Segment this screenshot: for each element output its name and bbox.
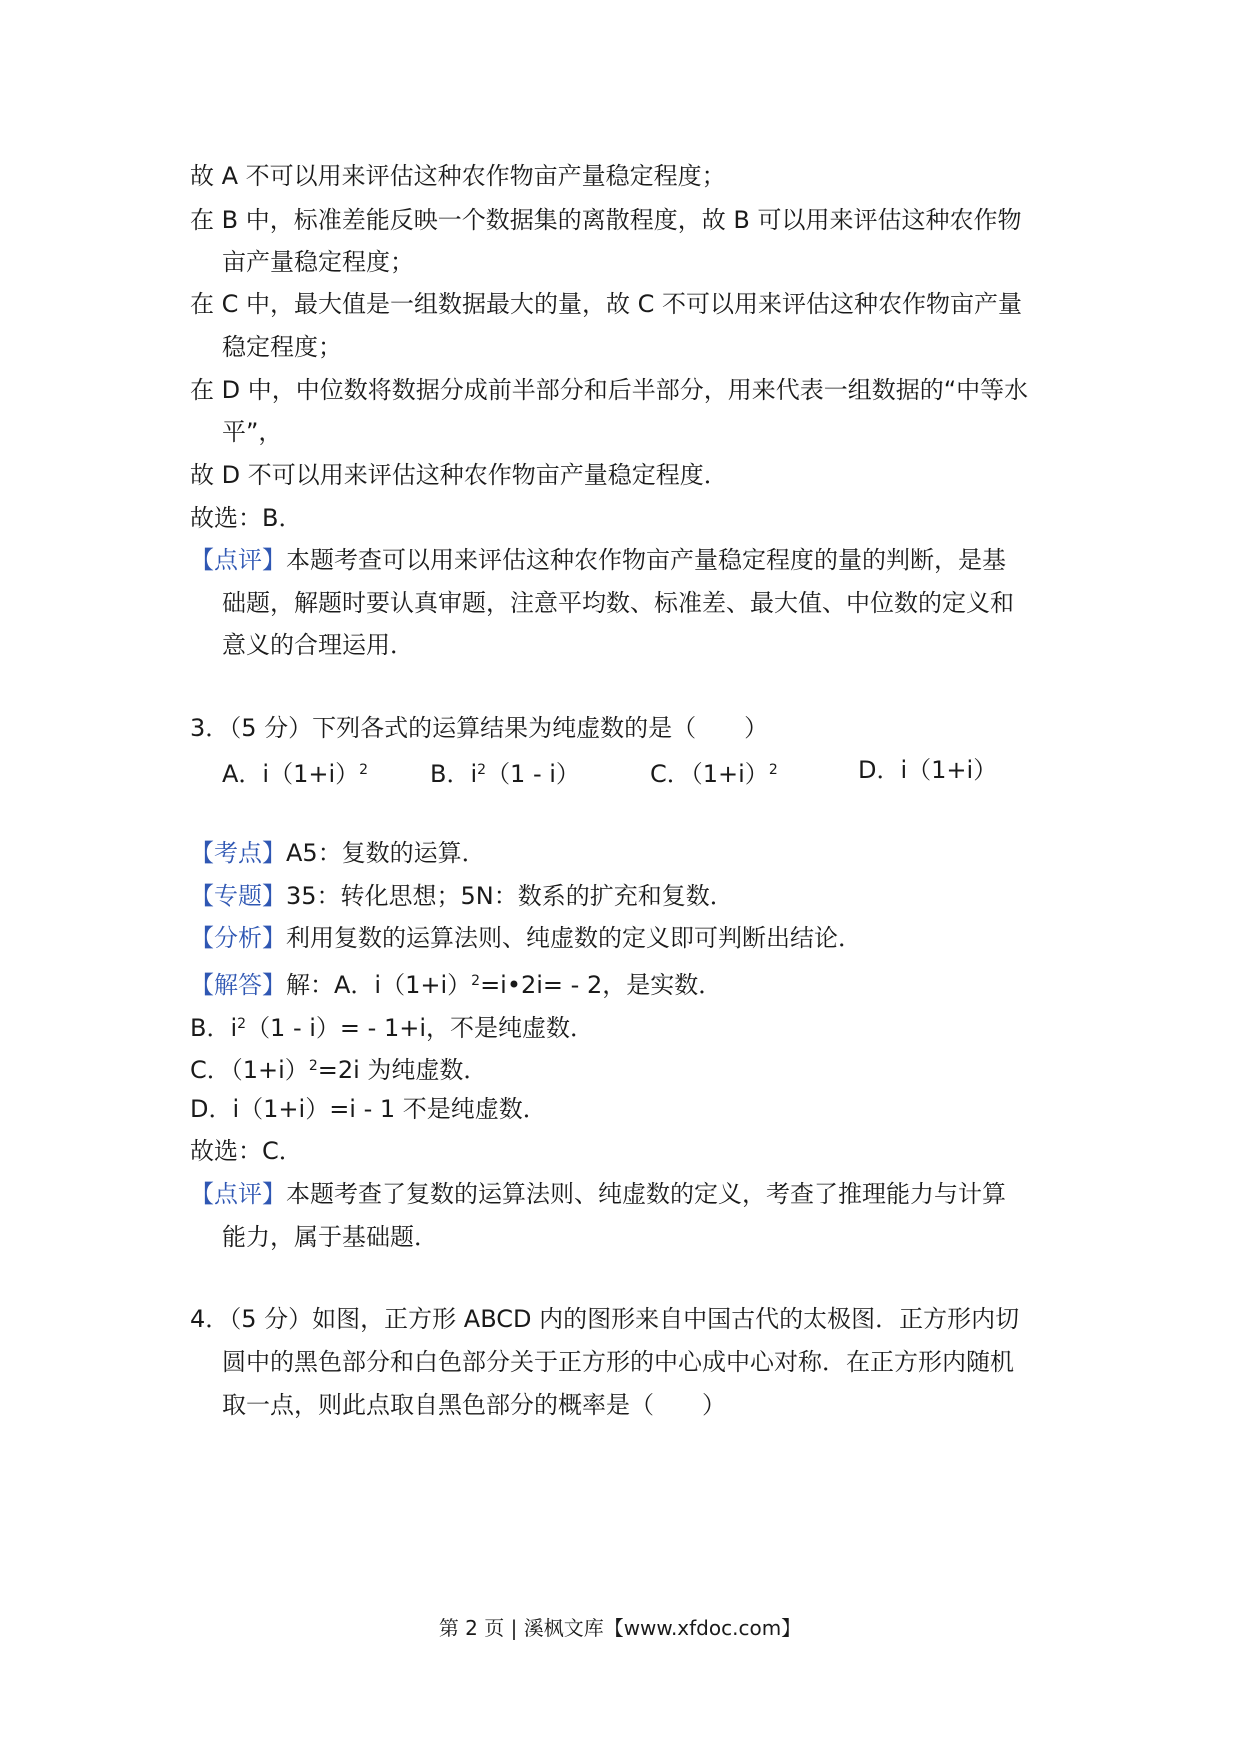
comment-tag: 【点评】	[190, 546, 286, 574]
superscript: 2	[477, 762, 487, 778]
comment-line: 意义的合理运用．	[222, 631, 414, 659]
answer-line: 故选：C．	[190, 1137, 303, 1165]
comment-text: 本题考查可以用来评估这种农作物亩产量稳定程度的量的判断，是基	[286, 546, 1006, 574]
question-stem: 3．（5 分）下列各式的运算结果为纯虚数的是（ ）	[190, 714, 769, 742]
kaodian-text: A5：复数的运算．	[286, 839, 486, 867]
solution-line: 故 A 不可以用来评估这种农作物亩产量稳定程度；	[190, 162, 726, 190]
question-stem: 圆中的黑色部分和白色部分关于正方形的中心成中心对称．在正方形内随机	[222, 1348, 1014, 1376]
solution-line: 平”，	[222, 418, 283, 446]
solution-line: 在 B 中，标准差能反映一个数据集的离散程度，故 B 可以用来评估这种农作物	[190, 206, 1022, 234]
option-a	[222, 754, 368, 790]
jieda-line	[190, 965, 722, 1001]
comment-tag: 【点评】	[190, 1180, 286, 1208]
solution-text: B．i	[190, 1014, 238, 1042]
solution-line: 亩产量稳定程度；	[222, 248, 414, 276]
answer-line: 故选：B．	[190, 504, 303, 532]
zhuanti-line	[190, 880, 734, 912]
fenxi-line	[190, 922, 862, 954]
zhuanti-tag: 【专题】	[190, 882, 286, 910]
solution-line	[190, 1008, 594, 1044]
solution-line: 在 C 中，最大值是一组数据最大的量，故 C 不可以用来评估这种农作物亩产量	[190, 290, 1023, 318]
solution-text: =2i 为纯虚数．	[317, 1056, 488, 1084]
kaodian-line	[190, 837, 486, 869]
option-a-text: A．i（1+i）	[222, 760, 360, 788]
jieda-text: =i•2i= - 2，是实数．	[480, 971, 723, 999]
option-b-text: （1 - i）	[486, 760, 580, 788]
solution-line: 故 D 不可以用来评估这种农作物亩产量稳定程度．	[190, 461, 728, 489]
solution-text: C．（1+i）	[190, 1056, 309, 1084]
option-c	[650, 754, 778, 790]
question-stem: 取一点，则此点取自黑色部分的概率是（ ）	[222, 1391, 726, 1419]
solution-line: D．i（1+i）=i - 1 不是纯虚数．	[190, 1095, 547, 1123]
fenxi-text: 利用复数的运算法则、纯虚数的定义即可判断出结论．	[286, 924, 862, 952]
superscript: 2	[471, 973, 481, 989]
solution-line: 在 D 中，中位数将数据分成前半部分和后半部分，用来代表一组数据的“中等水	[190, 376, 1029, 404]
comment-text: 本题考查了复数的运算法则、纯虚数的定义，考查了推理能力与计算	[286, 1180, 1006, 1208]
solution-text: （1 - i）= - 1+i，不是纯虚数．	[246, 1014, 594, 1042]
option-d	[858, 754, 997, 786]
superscript: 2	[359, 762, 369, 778]
zhuanti-text: 35：转化思想；5N：数系的扩充和复数．	[286, 882, 734, 910]
superscript: 2	[768, 762, 778, 778]
superscript: 2	[237, 1016, 247, 1032]
page-footer: 第 2 页 | 溪枫文库【www.xfdoc.com】	[438, 1616, 802, 1640]
option-b-text: B．i	[430, 760, 478, 788]
option-c-text: C．（1+i）	[650, 760, 769, 788]
question-stem: 4．（5 分）如图，正方形 ABCD 内的图形来自中国古代的太极图．正方形内切	[190, 1305, 1020, 1333]
comment-line	[190, 544, 1006, 576]
fenxi-tag: 【分析】	[190, 924, 286, 952]
option-b	[430, 754, 580, 790]
jieda-tag: 【解答】	[190, 971, 286, 999]
option-d-text: D．i（1+i）	[858, 756, 998, 784]
comment-line: 础题，解题时要认真审题，注意平均数、标准差、最大值、中位数的定义和	[222, 589, 1014, 617]
solution-line	[190, 1050, 487, 1086]
comment-line	[190, 1178, 1006, 1210]
comment-line: 能力，属于基础题．	[222, 1223, 438, 1251]
solution-line: 稳定程度；	[222, 333, 342, 361]
kaodian-tag: 【考点】	[190, 839, 286, 867]
jieda-text: 解：A．i（1+i）	[286, 971, 472, 999]
superscript: 2	[308, 1058, 318, 1074]
